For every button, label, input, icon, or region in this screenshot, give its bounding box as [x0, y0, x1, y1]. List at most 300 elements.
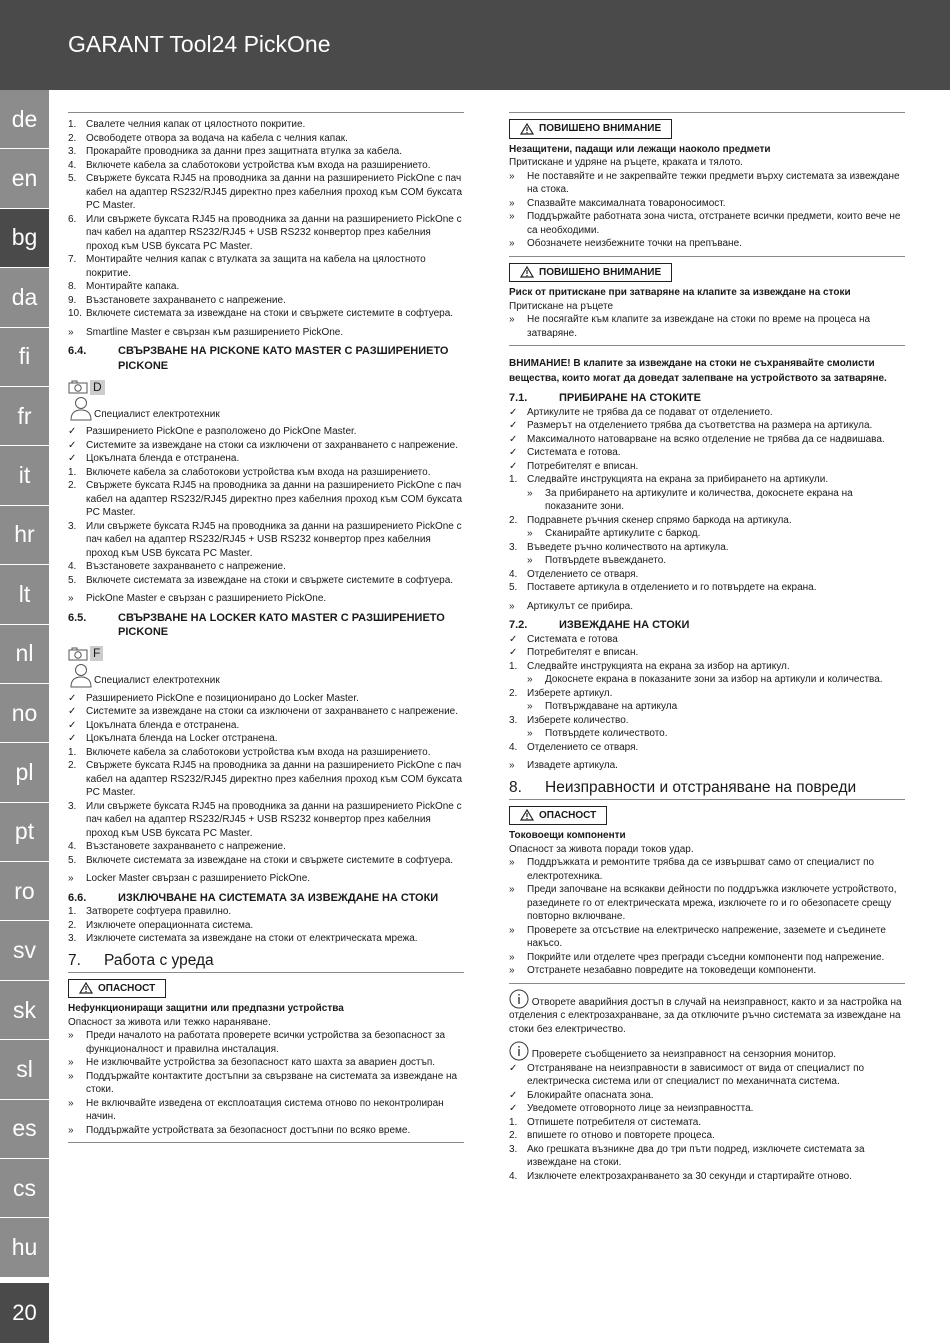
list-item	[68, 719, 464, 733]
section-7-1-steps	[509, 406, 905, 595]
list-item	[68, 932, 464, 946]
result-line: » Артикулът се прибира.	[509, 600, 634, 612]
list-text: Монтирайте челния капак с втулката за защита на кабела на цялостното покритие.	[86, 254, 426, 279]
tool-reference	[68, 379, 464, 395]
figure-letter: D	[90, 380, 105, 395]
list-marker: ✓	[68, 453, 77, 464]
list-item	[68, 307, 464, 321]
list-item	[509, 687, 905, 701]
person-icon	[68, 395, 94, 421]
list-marker: ✓	[509, 420, 518, 431]
list-marker: 5.	[68, 574, 77, 586]
list-marker: 6.	[68, 213, 77, 225]
list-item	[509, 433, 905, 447]
list-item	[68, 1056, 464, 1070]
list-text: Цокълната бленда е отстранена.	[86, 719, 240, 731]
divider	[509, 345, 905, 346]
language-tabs	[0, 90, 49, 1278]
list-text: Потвърдете количеството.	[545, 728, 668, 739]
result-line: » Smartline Master е свързан към разширението PickOne.	[68, 326, 344, 338]
tool-reference	[68, 646, 464, 662]
info-note: Проверете съобщението за неизправност на сензорния монитор.	[509, 1041, 905, 1062]
specialist-requirement: Специалист електротехник	[68, 395, 464, 421]
list-item	[509, 581, 905, 595]
list-text: Включете кабела за слаботокови устройства към входа на разширението.	[86, 746, 431, 758]
language-tab-pt[interactable]: pt	[0, 803, 49, 862]
list-text: Изберете артикул.	[527, 687, 613, 699]
list-text: Не поставяйте и не закрепвайте тежки предмети върху системата за извеждане на стока.	[527, 170, 900, 195]
troubleshooting-steps	[509, 1062, 905, 1184]
result-line: » Извадете артикула.	[509, 760, 618, 771]
list-marker: »	[509, 924, 515, 936]
danger-label: ОПАСНОСТ	[68, 979, 166, 999]
list-marker: 3.	[509, 1143, 518, 1155]
list-text: Свържете буксата RJ45 на проводника за данни на разширението PickOne с пач кабел на адаптер RS232/RJ45 директно през кабелния проход към COM буксата PC Master.	[86, 760, 463, 798]
list-marker: 2.	[68, 480, 77, 491]
list-text: Максималното натоварване на всяко отделение не трябва да се надвишава.	[527, 433, 885, 445]
list-marker: 1.	[68, 746, 77, 758]
list-text: Изключете системата за извеждане на стоки от електрическата мрежа.	[86, 933, 418, 944]
list-text: Отстранете незабавно повредите на токоведещи компоненти.	[527, 965, 817, 976]
list-marker: 2.	[509, 1130, 518, 1141]
list-text: Отстраняване на неизправности в зависимост от вида от специалист по електрическа система или от специалист по механичната система.	[527, 1062, 865, 1087]
list-marker: »	[68, 1097, 74, 1109]
section-heading-6-4: 6.4. СВЪРЗВАНЕ НА PICKONE КАТО MASTER С РАЗШИРЕНИЕТО PICKONE	[68, 345, 449, 372]
list-marker: 3.	[68, 800, 77, 812]
list-marker: »	[509, 211, 515, 222]
list-marker: 2.	[68, 132, 77, 144]
list-marker: 4.	[509, 741, 518, 753]
list-text: Покрийте или отделете чрез прегради съседни компоненти под напрежение.	[527, 951, 885, 963]
language-tab-cs[interactable]: cs	[0, 1159, 49, 1218]
list-item	[509, 660, 905, 674]
list-text: Свържете буксата RJ45 на проводника за данни на разширението PickOne с пач кабел на адаптер RS232/RJ45 директно през кабелния проход към COM буксата PC Master.	[86, 480, 463, 518]
section-heading-6-5: 6.5. СВЪРЗВАНЕ НА LOCKER КАТО MASTER С РАЗШИРЕНИЕТО PICKONE	[68, 611, 445, 638]
list-marker: ✓	[509, 1103, 518, 1114]
list-text: Отделението се отваря.	[527, 568, 639, 580]
list-item	[509, 741, 905, 755]
list-text: Системите за извеждане на стоки са изключени от захранването с напрежение.	[86, 706, 459, 717]
language-tab-sl[interactable]: sl	[0, 1040, 49, 1099]
list-marker: ✓	[509, 1062, 518, 1074]
list-item	[68, 452, 464, 466]
section-heading-7-2: 7.2. ИЗВЕЖДАНЕ НА СТОКИ	[509, 619, 690, 631]
list-item	[509, 1116, 905, 1130]
list-marker: 3.	[68, 933, 77, 944]
hazard-title: Токовоещи компоненти	[509, 830, 626, 841]
list-marker: ✓	[509, 647, 518, 658]
list-text: Монтирайте капака.	[86, 281, 180, 292]
list-text: Включете системата за извеждане на стоки и свържете системите в софтуера.	[86, 854, 454, 866]
language-tab-lt[interactable]: lt	[0, 565, 49, 624]
list-marker: 2.	[68, 760, 77, 771]
list-text: Или свържете буксата RJ45 на проводника за данни на разширението PickOne с пач кабел на адаптер RS232/RJ45 + USB RS232 конвертор през кабелния проход към USB буксата PC Master.	[86, 800, 462, 839]
list-text: Подравнете ръчния скенер спрямо баркода на артикула.	[527, 514, 792, 526]
list-marker: 2.	[509, 514, 518, 526]
list-marker: ✓	[509, 447, 518, 458]
list-marker: 1.	[509, 660, 518, 672]
list-marker: ✓	[509, 406, 518, 418]
list-item	[68, 840, 464, 854]
list-text: Прокарайте проводника за данни през защитната втулка за кабела.	[86, 146, 403, 157]
list-item	[509, 727, 905, 741]
language-tab-sk[interactable]: sk	[0, 981, 49, 1040]
list-text: Не включвайте изведена от експлоатация система отново по неконтролиран начин.	[86, 1097, 444, 1122]
list-marker: ✓	[68, 706, 77, 717]
list-item	[68, 560, 464, 574]
safety-measures	[509, 313, 905, 340]
list-text: Поддържайте устройствата за безопасност достъпни по всяко време.	[86, 1124, 411, 1136]
list-text: Докоснете екрана в показаните зони за избор на артикули и количества.	[545, 674, 883, 685]
list-item	[509, 210, 905, 237]
list-text: Следвайте инструкцията на екрана за прибирането на артикули.	[527, 474, 829, 485]
language-tab-hr[interactable]: hr	[0, 506, 49, 565]
list-item	[68, 1070, 464, 1097]
list-item	[509, 1102, 905, 1116]
language-tab-hu[interactable]: hu	[0, 1218, 49, 1277]
list-text: Потвърждаване на артикула	[545, 701, 678, 712]
list-marker: 5.	[68, 173, 77, 184]
list-marker: »	[509, 965, 515, 976]
list-item	[68, 466, 464, 480]
language-tab-de[interactable]: de	[0, 90, 49, 149]
list-text: Въведете ръчно количеството на артикула.	[527, 541, 729, 553]
list-item	[509, 527, 905, 541]
list-marker: 3.	[509, 541, 518, 553]
list-marker: 10.	[68, 308, 82, 319]
list-item	[509, 924, 905, 951]
list-item	[509, 1143, 905, 1170]
list-item	[68, 919, 464, 933]
camera-icon	[68, 380, 88, 394]
warning-triangle-icon	[79, 982, 93, 994]
danger-label: ОПАСНОСТ	[509, 806, 607, 826]
list-marker: 3.	[68, 520, 77, 532]
list-text: Свалете челния капак от цялостното покритие.	[86, 119, 306, 130]
section-6-5-steps	[68, 692, 464, 868]
list-text: Възстановете захранването с напрежение.	[86, 561, 286, 572]
list-text: Следвайте инструкцията на екрана за избор на артикул.	[527, 660, 790, 672]
list-item	[509, 964, 905, 978]
list-text: Поддържайте работната зона чиста, отстранете всички предмети, които вече не са необходими.	[527, 211, 901, 236]
list-item	[68, 732, 464, 746]
list-text: Преди започване на всякакви дейности по поддръжка изключете устройството, разединете го от електрическата мрежа, изключете го и го обезопасете срещу повторно включване.	[527, 884, 897, 922]
hazard-consequence: Опасност за живота или тежко нараняване.	[68, 1016, 271, 1028]
hazard-consequence: Опасност за живота поради токов удар.	[509, 843, 694, 855]
list-text: Уведомете отговорното лице за неизправността.	[527, 1103, 754, 1114]
page-number: 20	[0, 1283, 49, 1343]
list-item	[68, 746, 464, 760]
right-column	[509, 112, 905, 1183]
language-tab-sv[interactable]: sv	[0, 921, 49, 980]
list-marker: ✓	[509, 633, 518, 645]
list-item	[509, 1062, 905, 1089]
list-item	[68, 800, 464, 841]
list-item	[509, 313, 905, 340]
info-icon	[509, 989, 529, 1009]
left-column	[68, 112, 464, 1143]
list-item	[509, 951, 905, 965]
list-marker: 7.	[68, 254, 77, 265]
page-header	[0, 0, 950, 90]
chapter-heading-8: 8. Неизправности и отстраняване на повреди	[509, 778, 905, 800]
list-text: Изключете електрозахранването за 30 секунди и стартирайте отново.	[527, 1170, 852, 1182]
list-item	[68, 145, 464, 159]
list-text: Спазвайте максималната товароносимост.	[527, 197, 726, 209]
list-item	[68, 1124, 464, 1138]
list-item	[509, 714, 905, 728]
figure-letter: F	[90, 646, 103, 661]
list-item	[509, 514, 905, 528]
list-marker: ✓	[68, 426, 77, 437]
list-text: Цокълната бленда на Locker отстранена.	[86, 733, 278, 744]
list-text: Свържете буксата RJ45 на проводника за данни на разширението PickOne с пач кабел на адаптер RS232/RJ45 директно през кабелния проход към COM буксата PC Master.	[86, 173, 463, 211]
document-title: GARANT Tool24 PickOne	[68, 31, 331, 57]
language-tab-da[interactable]: da	[0, 268, 49, 327]
list-item	[509, 237, 905, 251]
list-item	[68, 705, 464, 719]
list-text: Включете кабела за слаботокови устройства към входа на разширението.	[86, 466, 431, 478]
language-tab-es[interactable]: es	[0, 1100, 49, 1159]
list-text: Проверете за отсъствие на електрическо напрежение, заземете и съединете накъсо.	[527, 924, 886, 949]
language-tab-fr[interactable]: fr	[0, 387, 49, 446]
language-tab-it[interactable]: it	[0, 446, 49, 505]
list-marker: 5.	[68, 854, 77, 866]
list-text: Разширението PickOne е разположено до PickOne Master.	[86, 426, 357, 437]
list-text: Блокирайте опасната зона.	[527, 1089, 654, 1101]
section-heading-6-6: 6.6. ИЗКЛЮЧВАНЕ НА СИСТЕМАТА ЗА ИЗВЕЖДАНЕ НА СТОКИ	[68, 891, 439, 904]
list-text: Не изключвайте устройства за безопасност като шахта за авариен достъп.	[86, 1057, 436, 1068]
list-item	[68, 905, 464, 919]
list-item	[68, 692, 464, 706]
list-text: Отделението се отваря.	[527, 741, 639, 753]
section-7-2-steps	[509, 633, 905, 755]
list-marker: »	[509, 884, 515, 895]
result-line: » Locker Master свързан с разширението PickOne.	[68, 873, 311, 884]
list-item	[68, 479, 464, 520]
divider	[509, 112, 905, 113]
list-marker: »	[527, 701, 533, 712]
section-heading-7-1: 7.1. ПРИБИРАНЕ НА СТОКИТЕ	[509, 392, 701, 404]
divider	[68, 1142, 464, 1143]
caution-label: ПОВИШЕНО ВНИМАНИЕ	[509, 263, 672, 283]
list-text: Системите за извеждане на стоки са изключени от захранването с напрежение.	[86, 439, 459, 451]
list-item	[509, 487, 905, 514]
list-text: Потребителят е вписан.	[527, 460, 639, 472]
person-icon	[68, 662, 94, 688]
list-text: впишете го отново и повторете процеса.	[527, 1130, 715, 1141]
language-tab-ro[interactable]: ro	[0, 862, 49, 921]
hazard-consequence: Притискане и удряне на ръцете, краката и тялото.	[509, 157, 743, 168]
list-marker: 1.	[68, 119, 77, 130]
list-text: Отпишете потребителя от системата.	[527, 1116, 702, 1128]
list-text: Изключете операционната система.	[86, 919, 254, 931]
language-tab-nl[interactable]: nl	[0, 625, 49, 684]
list-item	[509, 1089, 905, 1103]
list-marker: 4.	[509, 568, 518, 580]
list-marker: 1.	[509, 1116, 518, 1128]
warning-triangle-icon	[520, 123, 534, 135]
list-item	[509, 883, 905, 924]
list-item	[68, 425, 464, 439]
list-text: Сканирайте артикулите с баркод.	[545, 528, 701, 539]
list-item	[509, 406, 905, 420]
list-marker: ✓	[68, 439, 77, 451]
list-marker: ✓	[68, 692, 77, 704]
list-marker: ✓	[68, 719, 77, 731]
list-text: Разширението PickOne е позиционирано до Locker Master.	[86, 692, 359, 704]
list-text: Цокълната бленда е отстранена.	[86, 453, 240, 464]
list-text: Не посягайте към клапите за извеждане на стоки по време на процеса на затваряне.	[527, 314, 871, 339]
warning-triangle-icon	[520, 809, 534, 821]
list-item	[509, 1129, 905, 1143]
list-text: Възстановете захранването с напрежение.	[86, 294, 286, 306]
list-item	[509, 554, 905, 568]
intro-steps	[68, 118, 464, 321]
list-marker: ✓	[509, 1089, 518, 1101]
language-tab-no[interactable]: no	[0, 684, 49, 743]
list-marker: »	[68, 1070, 74, 1082]
list-item	[509, 673, 905, 687]
list-marker: ✓	[509, 460, 518, 472]
hazard-title: Нефункциониращи защитни или предпазни устройства	[68, 1003, 344, 1014]
list-text: Възстановете захранването с напрежение.	[86, 841, 286, 852]
list-item	[509, 197, 905, 211]
specialist-requirement: Специалист електротехник	[68, 662, 464, 688]
list-item	[509, 1170, 905, 1184]
list-text: Артикулите не трябва да се подават от отделението.	[527, 406, 773, 418]
list-marker: 4.	[68, 841, 77, 852]
list-text: Изберете количество.	[527, 714, 629, 726]
result-line: » PickOne Master е свързан с разширението PickOne.	[68, 593, 327, 604]
list-marker: »	[509, 238, 515, 249]
list-item	[68, 574, 464, 588]
list-item	[509, 633, 905, 647]
list-marker: »	[527, 555, 533, 566]
list-text: Включете системата за извеждане на стоки и свържете системите в софтуера.	[86, 574, 454, 586]
list-text: Или свържете буксата RJ45 на проводника за данни на разширението PickOne с пач кабел на адаптер RS232/RJ45 + USB RS232 конвертор през кабелния проход към USB буксата PC Master.	[86, 520, 462, 559]
section-6-4-steps	[68, 425, 464, 587]
list-marker: 4.	[68, 159, 77, 171]
list-marker: ✓	[509, 433, 518, 445]
list-item	[68, 159, 464, 173]
list-marker: 3.	[68, 146, 77, 157]
list-marker: 4.	[68, 561, 77, 572]
language-tab-fi[interactable]: fi	[0, 328, 49, 387]
list-item	[509, 568, 905, 582]
safety-measures	[509, 170, 905, 251]
list-text: Затворете софтуера правилно.	[86, 906, 232, 917]
list-marker: 9.	[68, 294, 77, 306]
list-item	[509, 700, 905, 714]
list-item	[509, 170, 905, 197]
list-item	[509, 541, 905, 555]
list-text: Ако грешката възникне два до три пъти подред, изключете системата за извеждане на стоки.	[527, 1143, 865, 1168]
list-marker: »	[68, 1124, 74, 1136]
language-tab-pl[interactable]: pl	[0, 743, 49, 802]
list-text: Обозначете неизбежните точки на препъване.	[527, 238, 742, 249]
list-item	[68, 280, 464, 294]
attention-note: ВНИМАНИЕ! В клапите за извеждане на стоки не съхранявайте смолисти вещества, които могат да доведат залепване на устройството за затваряне.	[509, 358, 887, 384]
list-text: Потвърдете въвеждането.	[545, 555, 667, 566]
list-marker: »	[509, 314, 515, 325]
camera-icon	[68, 647, 88, 661]
list-text: Или свържете буксата RJ45 на проводника за данни на разширението PickOne с пач кабел на адаптер RS232/RJ45 + USB RS232 конвертор през кабелния проход към USB буксата PC Master.	[86, 213, 462, 252]
list-text: Потребителят е вписан.	[527, 647, 639, 658]
list-item	[509, 419, 905, 433]
list-marker: »	[509, 197, 515, 209]
list-item	[68, 1029, 464, 1056]
list-item	[509, 446, 905, 460]
list-marker: ✓	[68, 733, 77, 744]
list-marker: »	[527, 528, 533, 539]
list-item	[68, 854, 464, 868]
list-item	[68, 132, 464, 146]
chapter-heading-7: 7. Работа с уреда	[68, 951, 464, 973]
caution-label: ПОВИШЕНО ВНИМАНИЕ	[509, 119, 672, 139]
list-text: Преди началото на работата проверете всички устройства за безопасност за функционалност и правилна инсталация.	[86, 1030, 446, 1055]
list-marker: 3.	[509, 714, 518, 726]
list-item	[509, 646, 905, 660]
list-marker: 1.	[509, 474, 518, 485]
list-item	[509, 473, 905, 487]
list-item	[68, 759, 464, 800]
list-marker: »	[509, 951, 515, 963]
list-text: Поставете артикула в отделението и го потвърдете на екрана.	[527, 582, 817, 593]
list-marker: »	[509, 857, 515, 868]
list-item	[68, 172, 464, 213]
list-item	[68, 118, 464, 132]
safety-measures	[68, 1029, 464, 1137]
list-text: Включете кабела за слаботокови устройства към входа на разширението.	[86, 159, 431, 171]
language-tab-bg[interactable]: bg	[0, 209, 49, 268]
list-text: Освободете отвора за водача на кабела с челния капак.	[86, 132, 348, 144]
list-text: Размерът на отделението трябва да съответства на размера на артикула.	[527, 420, 873, 431]
list-text: Поддръжката и ремонтите трябва да се извършват само от специалист по електротехника.	[527, 857, 875, 882]
list-item	[68, 253, 464, 280]
list-item	[68, 1097, 464, 1124]
list-marker: »	[68, 1057, 74, 1068]
hazard-title: Риск от притискане при затваряне на клапите за извеждане на стоки	[509, 287, 851, 298]
list-marker: 2.	[509, 687, 518, 699]
info-note: Отворете аварийния достъп в случай на неизправност, както и за настройка на отделения с електрозахранване, за да отключите ръчно системата за извеждане на стоки без електричество.	[509, 989, 905, 1037]
list-item	[509, 460, 905, 474]
list-marker: 1.	[68, 466, 77, 478]
list-text: Системата е готова	[527, 633, 618, 645]
list-marker: 5.	[509, 582, 518, 593]
list-text: Включете системата за извеждане на стоки и свържете системите в софтуера.	[86, 308, 454, 319]
list-marker: 1.	[68, 906, 77, 917]
list-marker: »	[527, 674, 533, 685]
hazard-consequence: Притискане на ръцете	[509, 300, 614, 312]
list-item	[509, 856, 905, 883]
language-tab-en[interactable]: en	[0, 149, 49, 208]
list-marker: 2.	[68, 919, 77, 931]
list-text: За прибирането на артикулите и количества, докоснете екрана на показаните зони.	[545, 487, 853, 512]
list-marker: »	[68, 1030, 74, 1041]
list-item	[68, 213, 464, 254]
list-marker: »	[527, 728, 533, 739]
list-text: Поддържайте контактите достъпни за свързване на системата за извеждане на стоки.	[86, 1070, 458, 1095]
list-item	[68, 439, 464, 453]
hazard-title: Незащитени, падащи или лежащи наоколо предмети	[509, 143, 771, 155]
list-marker: »	[509, 170, 515, 182]
list-marker: 8.	[68, 281, 77, 292]
list-marker: 4.	[509, 1170, 518, 1182]
divider	[509, 256, 905, 257]
list-item	[68, 520, 464, 561]
warning-triangle-icon	[520, 266, 534, 278]
